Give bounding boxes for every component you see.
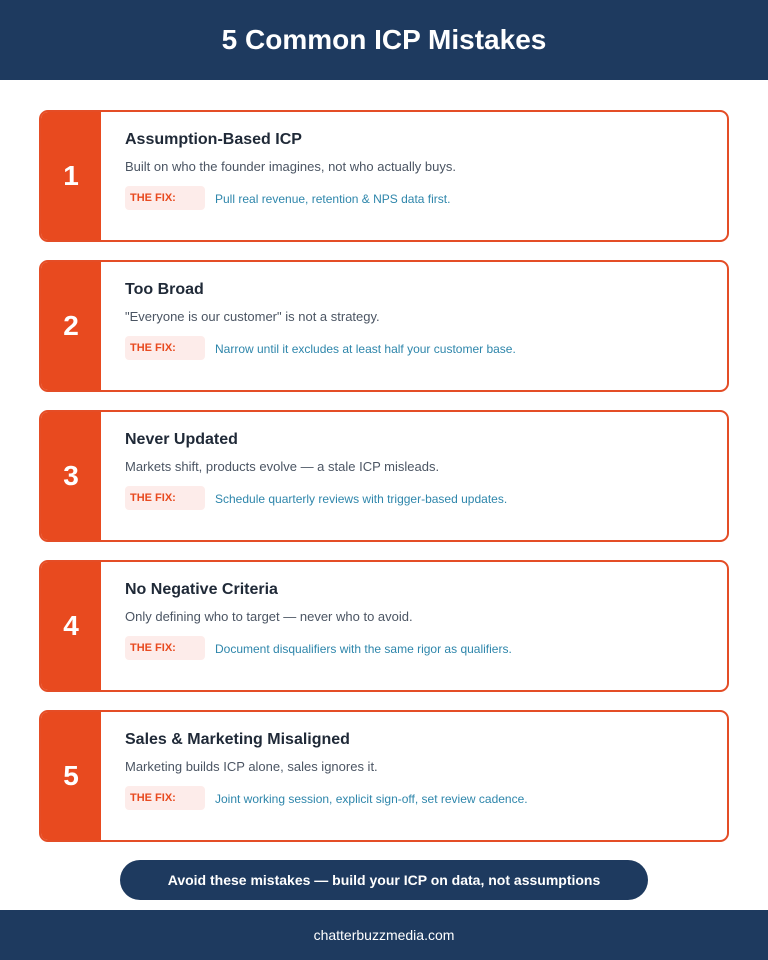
mistake-title: Assumption-Based ICP: [125, 131, 302, 148]
mistake-description: "Everyone is our customer" is not a strategy.: [125, 309, 380, 324]
footer-website: chatterbuzzmedia.com: [313, 927, 455, 943]
mistake-card-3: [39, 410, 729, 542]
mistake-description: Markets shift, products evolve — a stale ICP misleads.: [125, 459, 440, 474]
fix-text: Schedule quarterly reviews with trigger-based updates.: [215, 492, 508, 506]
number-box: [41, 712, 101, 840]
mistake-description: Built on who the founder imagines, not who actually buys.: [125, 159, 456, 174]
mistake-number: 5: [63, 760, 79, 791]
number-box: [41, 412, 101, 540]
number-box: [41, 262, 101, 390]
mistake-card-4: [39, 560, 729, 692]
mistake-number: 1: [63, 160, 79, 191]
header-banner: [0, 0, 768, 80]
fix-text: Narrow until it excludes at least half your customer base.: [215, 342, 516, 356]
footer: [0, 910, 768, 960]
cta-banner: Avoid these mistakes — build your ICP on data, not assumptions: [120, 860, 648, 900]
fix-badge: THE FIX:: [125, 486, 205, 510]
mistake-number: 3: [63, 460, 79, 491]
fix-badge: THE FIX:: [125, 186, 205, 210]
fix-text: Pull real revenue, retention & NPS data first.: [215, 192, 451, 206]
fix-badge: THE FIX:: [125, 786, 205, 810]
number-box: [41, 112, 101, 240]
mistake-title: Sales & Marketing Misaligned: [125, 731, 350, 748]
fix-badge: THE FIX:: [125, 336, 205, 360]
mistake-title: Never Updated: [125, 431, 238, 448]
mistake-number: 4: [63, 610, 79, 641]
mistake-description: Only defining who to target — never who to avoid.: [125, 609, 413, 624]
fix-badge: THE FIX:: [125, 636, 205, 660]
mistake-description: Marketing builds ICP alone, sales ignores it.: [125, 759, 378, 774]
mistake-card-5: [39, 710, 729, 842]
number-box: [41, 562, 101, 690]
mistake-card-1: [39, 110, 729, 242]
page-title: 5 Common ICP Mistakes: [221, 24, 547, 55]
fix-text: Joint working session, explicit sign-off, set review cadence.: [215, 792, 528, 806]
mistake-number: 2: [63, 310, 79, 341]
mistake-card-2: [39, 260, 729, 392]
mistake-title: Too Broad: [125, 281, 204, 298]
mistake-title: No Negative Criteria: [125, 581, 278, 598]
fix-text: Document disqualifiers with the same rigor as qualifiers.: [215, 642, 512, 656]
